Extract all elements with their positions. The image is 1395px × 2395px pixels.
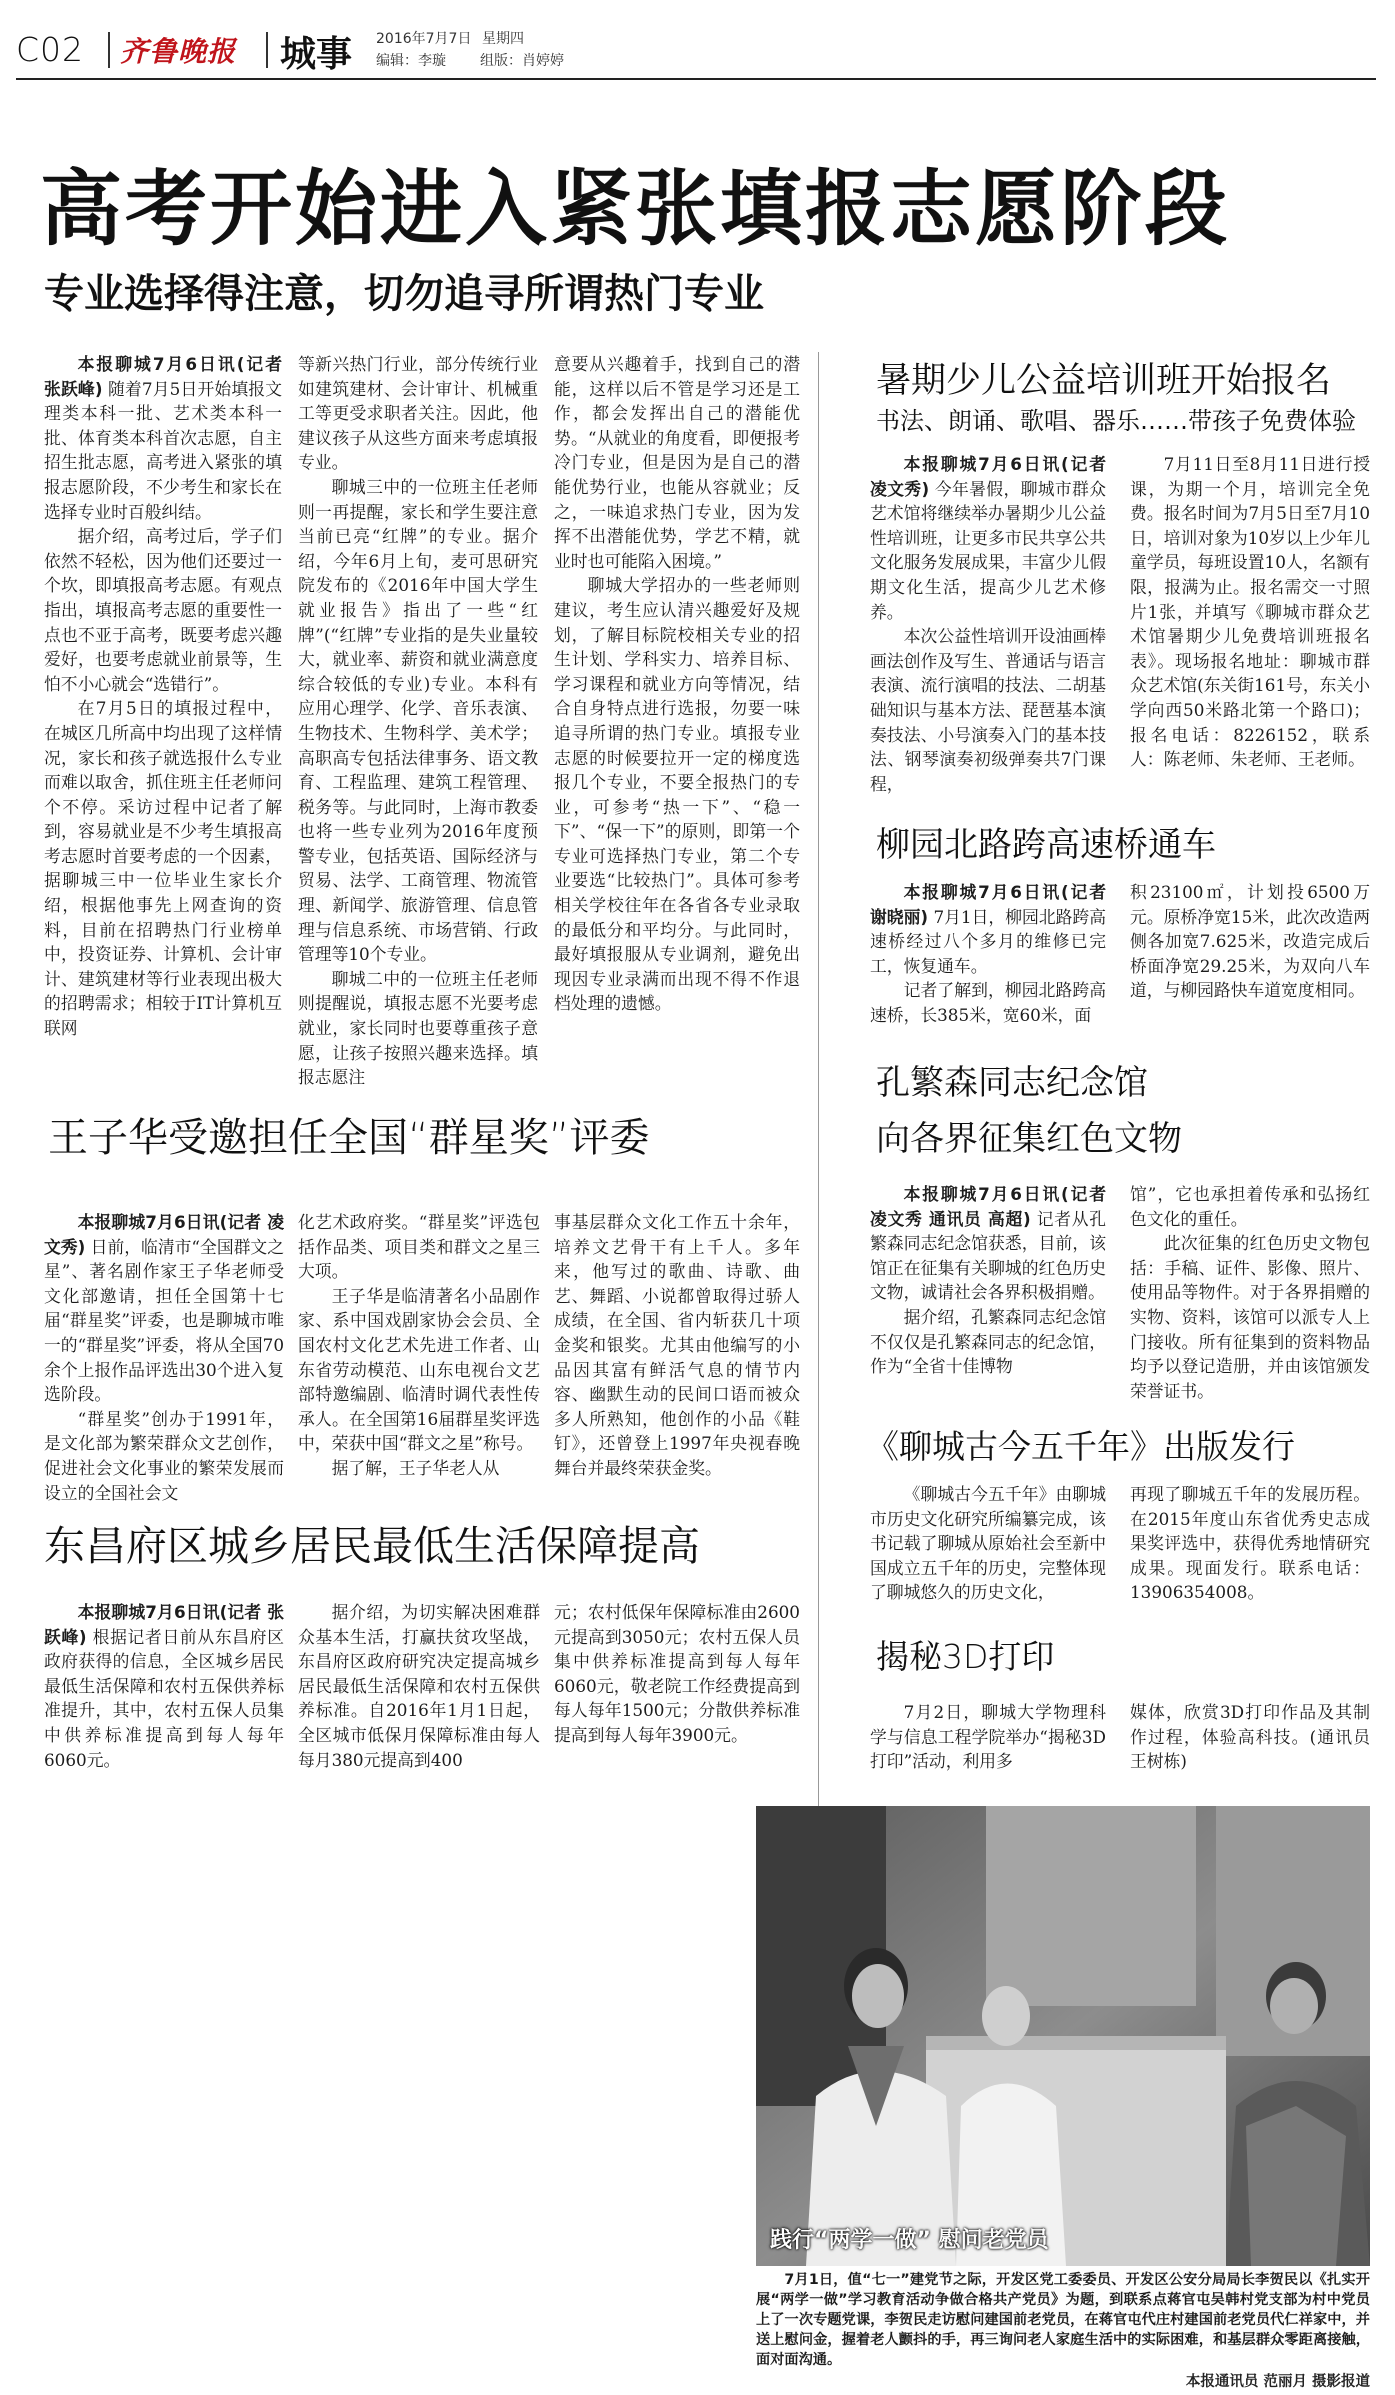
summer-para: 今年暑假，聊城市群众艺术馆将继续举办暑期少儿公益性培训班，让更多市民共享公共文化服务发展成果，丰富少儿假期文化生活，提高少儿艺术修养。 <box>870 478 1106 622</box>
memorial-headline-2: 向各界征集红色文物 <box>876 1119 1182 1159</box>
wang-para: 据了解，王子华老人从 <box>331 1457 500 1478</box>
print3d-para: 7月2日，聊城大学物理科学与信息工程学院举办“揭秘3D打印”活动，利用多 <box>870 1702 1106 1772</box>
masthead-divider-2 <box>266 32 268 68</box>
bridge-para: 记者了解到，柳园北路跨高速桥，长385米，宽60米，面 <box>870 980 1106 1025</box>
wang-byline: 本报聊城7月6日讯(记者 凌文秀) <box>44 1212 284 1257</box>
dongchang-para: 据介绍，为切实解决困难群众基本生活，打赢扶贫攻坚战，东昌府区政府研究决定提高城乡居民最低生活保障和农村五保供养标准。自2016年1月1日起，全区城市低保月保障标准由每人每月380元提高到400 <box>298 1602 540 1770</box>
summer-col-2 <box>1130 452 1370 797</box>
print3d-col-2 <box>1130 1700 1370 1780</box>
summer-para: 7月11日至8月11日进行授课，为期一个月，培训完全免费。报名时间为7月5日至7月10日，培训对象为10岁以上少年儿童学员，每班设置10人，名额有限，报满为止。报名需交一寸照片1张，并填写《聊城市群众艺术馆暑期少儿免费培训班报名表》。现场报名地址：聊城市群众艺术馆(东关街161号，东关小学向西50米路北第一个路口)；报名电话：8226152，联系人：陈老师、朱老师、王老师。 <box>1130 454 1370 770</box>
lead-para: 在7月5日的填报过程中，在城区几所高中均出现了这样情况，家长和孩子就选报什么专业而难以取舍，抓住班主任老师问个不停。采访过程中记者了解到，容易就业是不少考生填报高考志愿时首要考虑的一个因素，据聊城三中一位毕业生家长介绍，根据他事先上网查询的资料，目前在招聘热门行业榜单中，投资证券、计算机、会计审计、建筑建材等行业表现出极大的招聘需求；相较于IT计算机互联网 <box>44 698 282 1039</box>
memorial-para: 此次征集的红色历史文物包括：手稿、证件、影像、照片、使用品等物件。对于各界捐赠的实物、资料，该馆可以派专人上门接收。所有征集到的资料物品均予以登记造册，并由该馆颁发荣誉证书。 <box>1130 1233 1370 1401</box>
lead-para: 聊城三中的一位班主任老师则一再提醒，家长和学生要注意当前已亮“红牌”的专业。据介绍，今年6月上旬，麦可思研究院发布的《2016年中国大学生就业报告》指出了一些“红牌”(“红牌”专业指的是失业量较大，就业率、薪资和就业满意度综合较低的专业)专业。本科有应用心理学、化学、音乐表演、生物技术、生物科学、美术学；高职高专包括法律事务、语文教育、工程监理、建筑工程管理、税务等。与此同时，上海市教委也将一些专业列为2016年度预警专业，包括英语、国际经济与贸易、法学、工商管理、物流管理、新闻学、旅游管理、信息管理与信息系统、市场营销、行政管理等10个专业。 <box>298 476 538 965</box>
lead-para: 等新兴热门行业，部分传统行业如建筑建材、会计审计、机械重工等更受求职者关注。因此，他建议孩子从这些方面来考虑填报专业。 <box>298 354 538 473</box>
wang-headline: 王子华受邀担任全国“群星奖”评委 <box>48 1115 650 1161</box>
photo-caption: 7月1日，值“七一”建党节之际，开发区党工委委员、开发区公安分局局长李贺民以《扎实开展“两学一做”学习教育活动争做合格共产党员》为题，到联系点蒋官屯吴韩村党支部为村中党员上了一次专题党课，李贺民走访慰问建国前老党员，在蒋官屯代庄村建国前老党员代仁祥家中，并送上慰问金，握着老人颤抖的手，再三询问老人家庭生活中的实际困难，和基层群众零距离接触，面对面沟通。 <box>756 2272 1370 2368</box>
paper-name: 齐鲁晚报 <box>120 35 237 68</box>
bridge-para: 积23100㎡，计划投6500万元。原桥净宽15米，此次改造两侧各加宽7.625米，改造完成后桥面净宽29.25米，为双向八车道，与柳园路快车道宽度相同。 <box>1130 882 1370 1001</box>
layout-credit: 组版：肖婷婷 <box>480 53 564 69</box>
editor-credit: 编辑：李璇 <box>376 53 446 69</box>
memorial-headline-1: 孔繁森同志纪念馆 <box>876 1063 1148 1103</box>
book-headline: 《聊城古今五千年》出版发行 <box>866 1427 1295 1466</box>
bridge-byline: 本报聊城7月6日讯(记者 谢晓丽) <box>870 882 1106 927</box>
issue-weekday: 星期四 <box>482 31 524 47</box>
wang-para: 事基层群众文化工作五十余年，培养文艺骨干有上千人。多年来，他写过的歌曲、诗歌、曲艺、舞蹈、小说都曾取得过骄人成绩，在全国、省内斩获几十项金奖和银奖。尤其由他编写的小品因其富有鲜活气息的情节内容、幽默生动的民间口语而被众多人所熟知，他创作的小品《鞋钉》，还曾登上1997年央视春晚舞台并最终荣获金奖。 <box>554 1212 800 1478</box>
memorial-col-1 <box>870 1182 1106 1422</box>
summer-subheadline: 书法、朗诵、歌唱、器乐……带孩子免费体验 <box>876 407 1356 435</box>
section-name: 城事 <box>280 34 353 75</box>
lead-para: 聊城大学招办的一些老师则建议，考生应认清兴趣爱好及规划，了解目标院校相关专业的招生计划、学科实力、培养目标、学习课程和就业方向等情况，结合自身特点进行选报，勿要一味追寻所谓的热门专业。填报专业志愿的时候要拉开一定的梯度选报几个专业，不要全报热门的专业，可参考“热一下”、“稳一下”、“保一下”的原则，即第一个专业可选择热门专业，第二个专业要选“比较热门”。具体可参考相关学校往年在各省各专业录取的最低分和平均分。与此同时，最好填报服从专业调剂，避免出现因专业录满而出现不得不作退档处理的遗憾。 <box>554 575 800 1014</box>
lead-col-2 <box>298 352 538 1088</box>
masthead <box>16 20 1386 76</box>
lead-col-1 <box>44 352 282 1074</box>
masthead-rule <box>16 78 1376 80</box>
page-number: C02 <box>16 30 85 69</box>
memorial-para: 据介绍，孔繁森同志纪念馆不仅仅是孔繁森同志的纪念馆，作为“全省十佳博物 <box>870 1306 1106 1377</box>
dongchang-para: 根据记者日前从东昌府区政府获得的信息，全区城乡居民最低生活保障和农村五保供养标准提升，其中，农村五保人员集中供养标准提高到每人每年6060元。 <box>44 1626 284 1770</box>
bridge-col-2 <box>1130 880 1370 1035</box>
news-photo <box>756 1806 1370 2266</box>
memorial-para: 馆”，它也承担着传承和弘扬红色文化的重任。 <box>1130 1184 1370 1229</box>
summer-col-1 <box>870 452 1106 797</box>
bridge-col-1 <box>870 880 1106 1035</box>
book-col-2 <box>1130 1482 1370 1607</box>
lead-subheadline: 专业选择得注意，切勿追寻所谓热门专业 <box>44 271 764 317</box>
book-para: 再现了聊城五千年的发展历程。在2015年度山东省优秀史志成果奖评选中，获得优秀地情研究成果。现面发行。联系电话：13906354008。 <box>1130 1484 1370 1603</box>
memorial-para: 记者从孔繁森同志纪念馆获悉，目前，该馆正在征集有关聊城的红色历史文物，诚请社会各界积极捐赠。 <box>870 1208 1106 1303</box>
book-col-1 <box>870 1482 1106 1607</box>
dongchang-col-1 <box>44 1600 284 1800</box>
summer-byline: 本报聊城7月6日讯(记者 凌文秀) <box>870 454 1106 499</box>
dongchang-byline: 本报聊城7月6日讯(记者 张跃峰) <box>44 1602 284 1647</box>
dongchang-headline: 东昌府区城乡居民最低生活保障提高 <box>44 1522 700 1570</box>
wang-para: “群星奖”创办于1991年，是文化部为繁荣群众文艺创作，促进社会文化事业的繁荣发展而设立的全国社会文 <box>44 1408 284 1503</box>
wang-para: 日前，临清市“全国群文之星”、著名剧作家王子华老师受文化部邀请，担任全国第十七届“群星奖”评委，也是聊城市唯一的“群星奖”评委，将从全国70余个上报作品评选出30个进入复选阶段。 <box>44 1236 284 1405</box>
summer-para: 本次公益性培训开设油画棒画法创作及写生、普通话与语言表演、流行演唱的技法、二胡基础知识与基本方法、琵琶基本演奏技法、小号演奏入门的基本技法、钢琴演奏初级弹奏共7门课程， <box>870 626 1106 794</box>
memorial-col-2 <box>1130 1182 1370 1422</box>
photo-credit: 本报通讯员 范丽月 摄影报道 <box>1185 2374 1370 2390</box>
lead-headline: 高考开始进入紧张填报志愿阶段 <box>40 162 1231 257</box>
print3d-col-1 <box>870 1700 1106 1780</box>
book-para: 《聊城古今五千年》由聊城市历史文化研究所编纂完成，该书记载了聊城从原始社会至新中国成立五千年的历史，完整体现了聊城悠久的历史文化， <box>870 1484 1106 1603</box>
lead-para: 聊城二中的一位班主任老师则提醒说，填报志愿不光要考虑就业，家长同时也要尊重孩子意愿，让孩子按照兴趣来选择。填报志愿注 <box>298 968 538 1088</box>
lead-para: 意要从兴趣着手，找到自己的潜能，这样以后不管是学习还是工作，都会发挥出自己的潜能优势。“从就业的角度看，即便报考冷门专业，但是因为是自己的潜能优势行业，也能从容就业；反之，一味追求热门专业，因为发挥不出潜能优势，学艺不精，就业时也可能陷入困境。” <box>554 354 800 571</box>
wang-para: 化艺术政府奖。“群星奖”评选包括作品类、项目类和群文之星三大项。 <box>298 1212 540 1282</box>
bridge-para: 7月1日，柳园北路跨高速桥经过八个多月的维修已完工，恢复通车。 <box>870 906 1107 976</box>
print3d-headline: 揭秘3D打印 <box>876 1637 1055 1676</box>
print3d-para: 媒体，欣赏3D打印作品及其制作过程，体验高科技。(通讯员 王树栋) <box>1130 1702 1370 1772</box>
summer-headline: 暑期少儿公益培训班开始报名 <box>876 361 1332 401</box>
lead-byline: 本报聊城7月6日讯(记者 张跃峰) <box>44 354 282 399</box>
issue-date: 2016年7月7日 <box>376 31 472 47</box>
masthead-divider-1 <box>108 32 110 68</box>
wang-para: 王子华是临清著名小品剧作家、系中国戏剧家协会会员、全国农村文化艺术先进工作者、山东省劳动模范、山东电视台文艺部特邀编剧、临清时调代表性传承人。在全国第16届群星奖评选中，荣获中国“群文之星”称号。 <box>298 1285 540 1454</box>
dongchang-col-2 <box>298 1600 540 1800</box>
photo-illustration <box>756 1806 1370 2266</box>
lead-para: 随着7月5日开始填报文理类本科一批、艺术类本科一批、体育类本科首次志愿，自主招生批志愿，高考进入紧张的填报志愿阶段，不少考生和家长在选择专业时百般纠结。 <box>44 378 282 522</box>
bridge-headline: 柳园北路跨高速桥通车 <box>876 825 1216 865</box>
memorial-byline: 本报聊城7月6日讯(记者 凌文秀 通讯员 高超) <box>870 1184 1106 1229</box>
photo-overlay-title: 践行“两学一做” 慰问老党员 <box>770 2228 1049 2253</box>
dongchang-para: 元；农村低保年保障标准由2600元提高到3050元；农村五保人员集中供养标准提高到每人每年6060元，敬老院工作经费提高到每人每年1500元；分散供养标准提高到每人每年3900元。 <box>554 1602 800 1745</box>
wang-col-2 <box>298 1210 540 1496</box>
column-divider <box>818 352 819 2032</box>
wang-col-3 <box>554 1210 800 1496</box>
wang-col-1 <box>44 1210 284 1503</box>
lead-col-3 <box>554 352 800 1074</box>
dongchang-col-3 <box>554 1600 800 1800</box>
lead-para: 据介绍，高考过后，学子们依然不轻松，因为他们还要过一个坎，即填报高考志愿。有观点指出，填报高考志愿的重要性一点也不亚于高考，既要考虑兴趣爱好，也要考虑就业前景等，生怕不小心就会“选错行”。 <box>44 526 282 694</box>
